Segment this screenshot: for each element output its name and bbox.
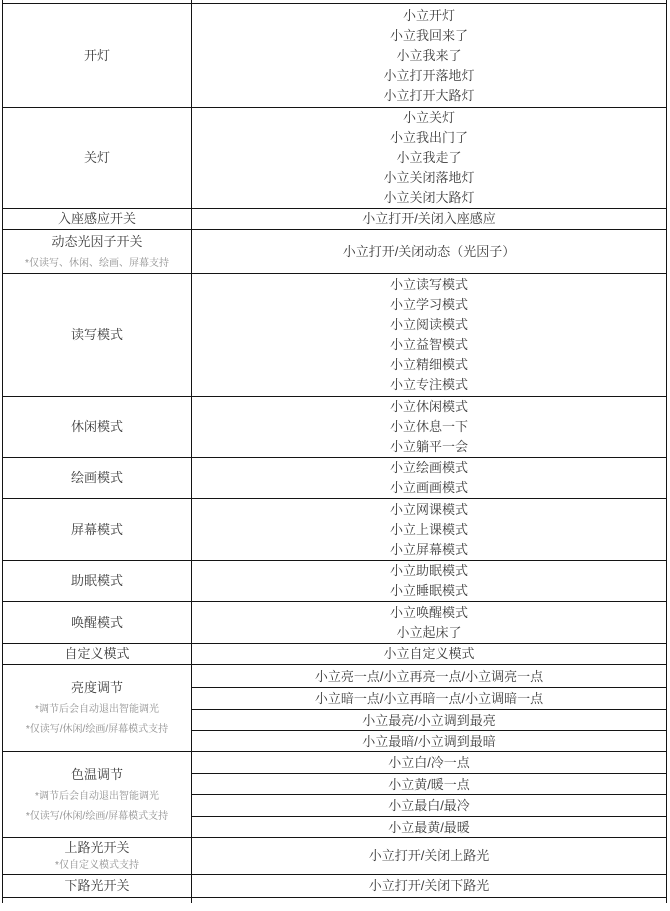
table-row (3, 752, 667, 774)
command-line: 小立画画模式 (389, 480, 468, 495)
table-row (3, 4, 667, 108)
category-cell (3, 209, 192, 230)
command-cell: 小立暗一点/小立再暗一点/小立调暗一点 (192, 688, 667, 710)
command-cell: 小立黄/暖一点 (192, 774, 667, 795)
table-row (3, 274, 667, 397)
command-line: 小立关闭落地灯 (383, 170, 475, 185)
command-line: 小立起床了 (396, 624, 462, 640)
category-cell (3, 397, 192, 458)
category-label: 屏幕模式 (70, 521, 123, 537)
category-label: 动态光因子开关 (51, 233, 143, 249)
command-line: 小立助眠模式 (389, 563, 468, 578)
category-cell (3, 108, 192, 209)
command-line: 小立益智模式 (389, 337, 468, 352)
command-cell: 小立亮一点/小立再亮一点/小立调亮一点 (192, 665, 667, 688)
command-line: 小立阅读模式 (389, 317, 468, 332)
category-label: 自定义模式 (64, 646, 130, 661)
command-line: 小立自定义模式 (383, 646, 475, 661)
category-label: 下路光开关 (64, 878, 130, 893)
command-line: 小立我出门了 (389, 130, 468, 145)
category-label: 色温调节 (70, 766, 123, 782)
category-cell (3, 898, 192, 904)
command-line: 小立休息一下 (389, 419, 468, 434)
table-row (3, 602, 667, 644)
table-row (3, 397, 667, 458)
category-cell (3, 838, 192, 875)
command-line: 小立休闲模式 (389, 399, 468, 414)
command-line: 小立打开落地灯 (383, 67, 475, 83)
command-cell (192, 898, 667, 904)
table-row (3, 644, 667, 665)
command-line: 小立上课模式 (389, 521, 468, 537)
table-row (3, 230, 667, 274)
command-line: 小立学习模式 (389, 297, 468, 312)
command-line: 小立我来了 (396, 47, 462, 63)
table-row (3, 665, 667, 688)
category-cell (3, 4, 192, 108)
command-line: 小立打开大路灯 (383, 87, 475, 103)
command-line: 小立我回来了 (389, 27, 468, 43)
command-cell: 小立白/冷一点 (192, 752, 667, 774)
category-cell (3, 561, 192, 602)
command-cell (192, 875, 667, 898)
table-row (3, 561, 667, 602)
command-cell (192, 499, 667, 561)
category-label: 关灯 (83, 150, 110, 165)
category-cell (3, 665, 192, 752)
category-note: *仅自定义模式支持 (55, 860, 139, 871)
category-cell (3, 458, 192, 499)
command-line: 小立绘画模式 (389, 460, 468, 475)
voice-command-table (2, 0, 667, 903)
category-cell (3, 274, 192, 397)
command-line: 小立打开/关闭动态（光因子） (342, 243, 516, 259)
category-label: 开灯 (83, 47, 110, 63)
command-line: 小立专注模式 (389, 377, 468, 392)
category-cell (3, 752, 192, 838)
table-row (3, 458, 667, 499)
command-cell (192, 397, 667, 458)
category-note: *仅读写、休闲、绘画、屏幕支持 (25, 257, 169, 269)
command-line: 小立关灯 (402, 110, 455, 125)
category-label: 休闲模式 (70, 419, 123, 434)
category-note: *仅读写/休闲/绘画/屏幕模式支持 (25, 724, 169, 735)
table-row (3, 875, 667, 898)
command-line: 小立唤醒模式 (389, 604, 468, 620)
command-cell (192, 4, 667, 108)
table-row (3, 838, 667, 875)
command-line: 小立打开/关闭入座感应 (362, 211, 496, 226)
command-cell: 小立最暗/小立调到最暗 (192, 731, 667, 752)
command-cell (192, 644, 667, 665)
category-note: *调节后会自动退出智能调光 (35, 704, 159, 715)
table-row (3, 108, 667, 209)
command-line: 小立关闭大路灯 (383, 190, 475, 205)
command-cell: 小立最黄/最暖 (192, 817, 667, 838)
table-row (3, 499, 667, 561)
table-row (3, 209, 667, 230)
command-cell (192, 230, 667, 274)
command-line: 小立打开/关闭下路光 (368, 878, 490, 893)
category-label: 绘画模式 (70, 470, 123, 485)
command-cell: 小立最白/最冷 (192, 795, 667, 817)
table-row-cropped-bottom (3, 898, 667, 904)
command-line: 小立精细模式 (389, 357, 468, 372)
command-cell (192, 602, 667, 644)
command-cell (192, 458, 667, 499)
category-label: 唤醒模式 (70, 614, 123, 630)
command-cell (192, 274, 667, 397)
category-cell (3, 230, 192, 274)
command-cell (192, 561, 667, 602)
command-line: 小立睡眠模式 (389, 583, 468, 598)
command-line: 小立躺平一会 (389, 439, 468, 454)
category-label: 上路光开关 (64, 840, 130, 855)
category-cell (3, 875, 192, 898)
category-cell (3, 499, 192, 561)
category-note: *调节后会自动退出智能调光 (35, 790, 159, 802)
command-line: 小立网课模式 (389, 501, 468, 517)
command-cell (192, 838, 667, 875)
command-line: 小立打开/关闭上路光 (368, 848, 490, 863)
category-label: 读写模式 (70, 327, 123, 342)
category-cell (3, 644, 192, 665)
category-label: 入座感应开关 (57, 211, 136, 226)
command-line: 小立屏幕模式 (389, 541, 468, 557)
command-cell (192, 209, 667, 230)
command-cell: 小立最亮/小立调到最亮 (192, 710, 667, 731)
category-cell (3, 602, 192, 644)
command-line: 小立我走了 (396, 150, 462, 165)
command-cell (192, 108, 667, 209)
category-label: 亮度调节 (70, 680, 123, 695)
command-line: 小立开灯 (402, 7, 455, 23)
command-line: 小立读写模式 (389, 277, 468, 292)
category-note: *仅读写/休闲/绘画/屏幕模式支持 (25, 810, 169, 822)
category-label: 助眠模式 (70, 573, 123, 588)
